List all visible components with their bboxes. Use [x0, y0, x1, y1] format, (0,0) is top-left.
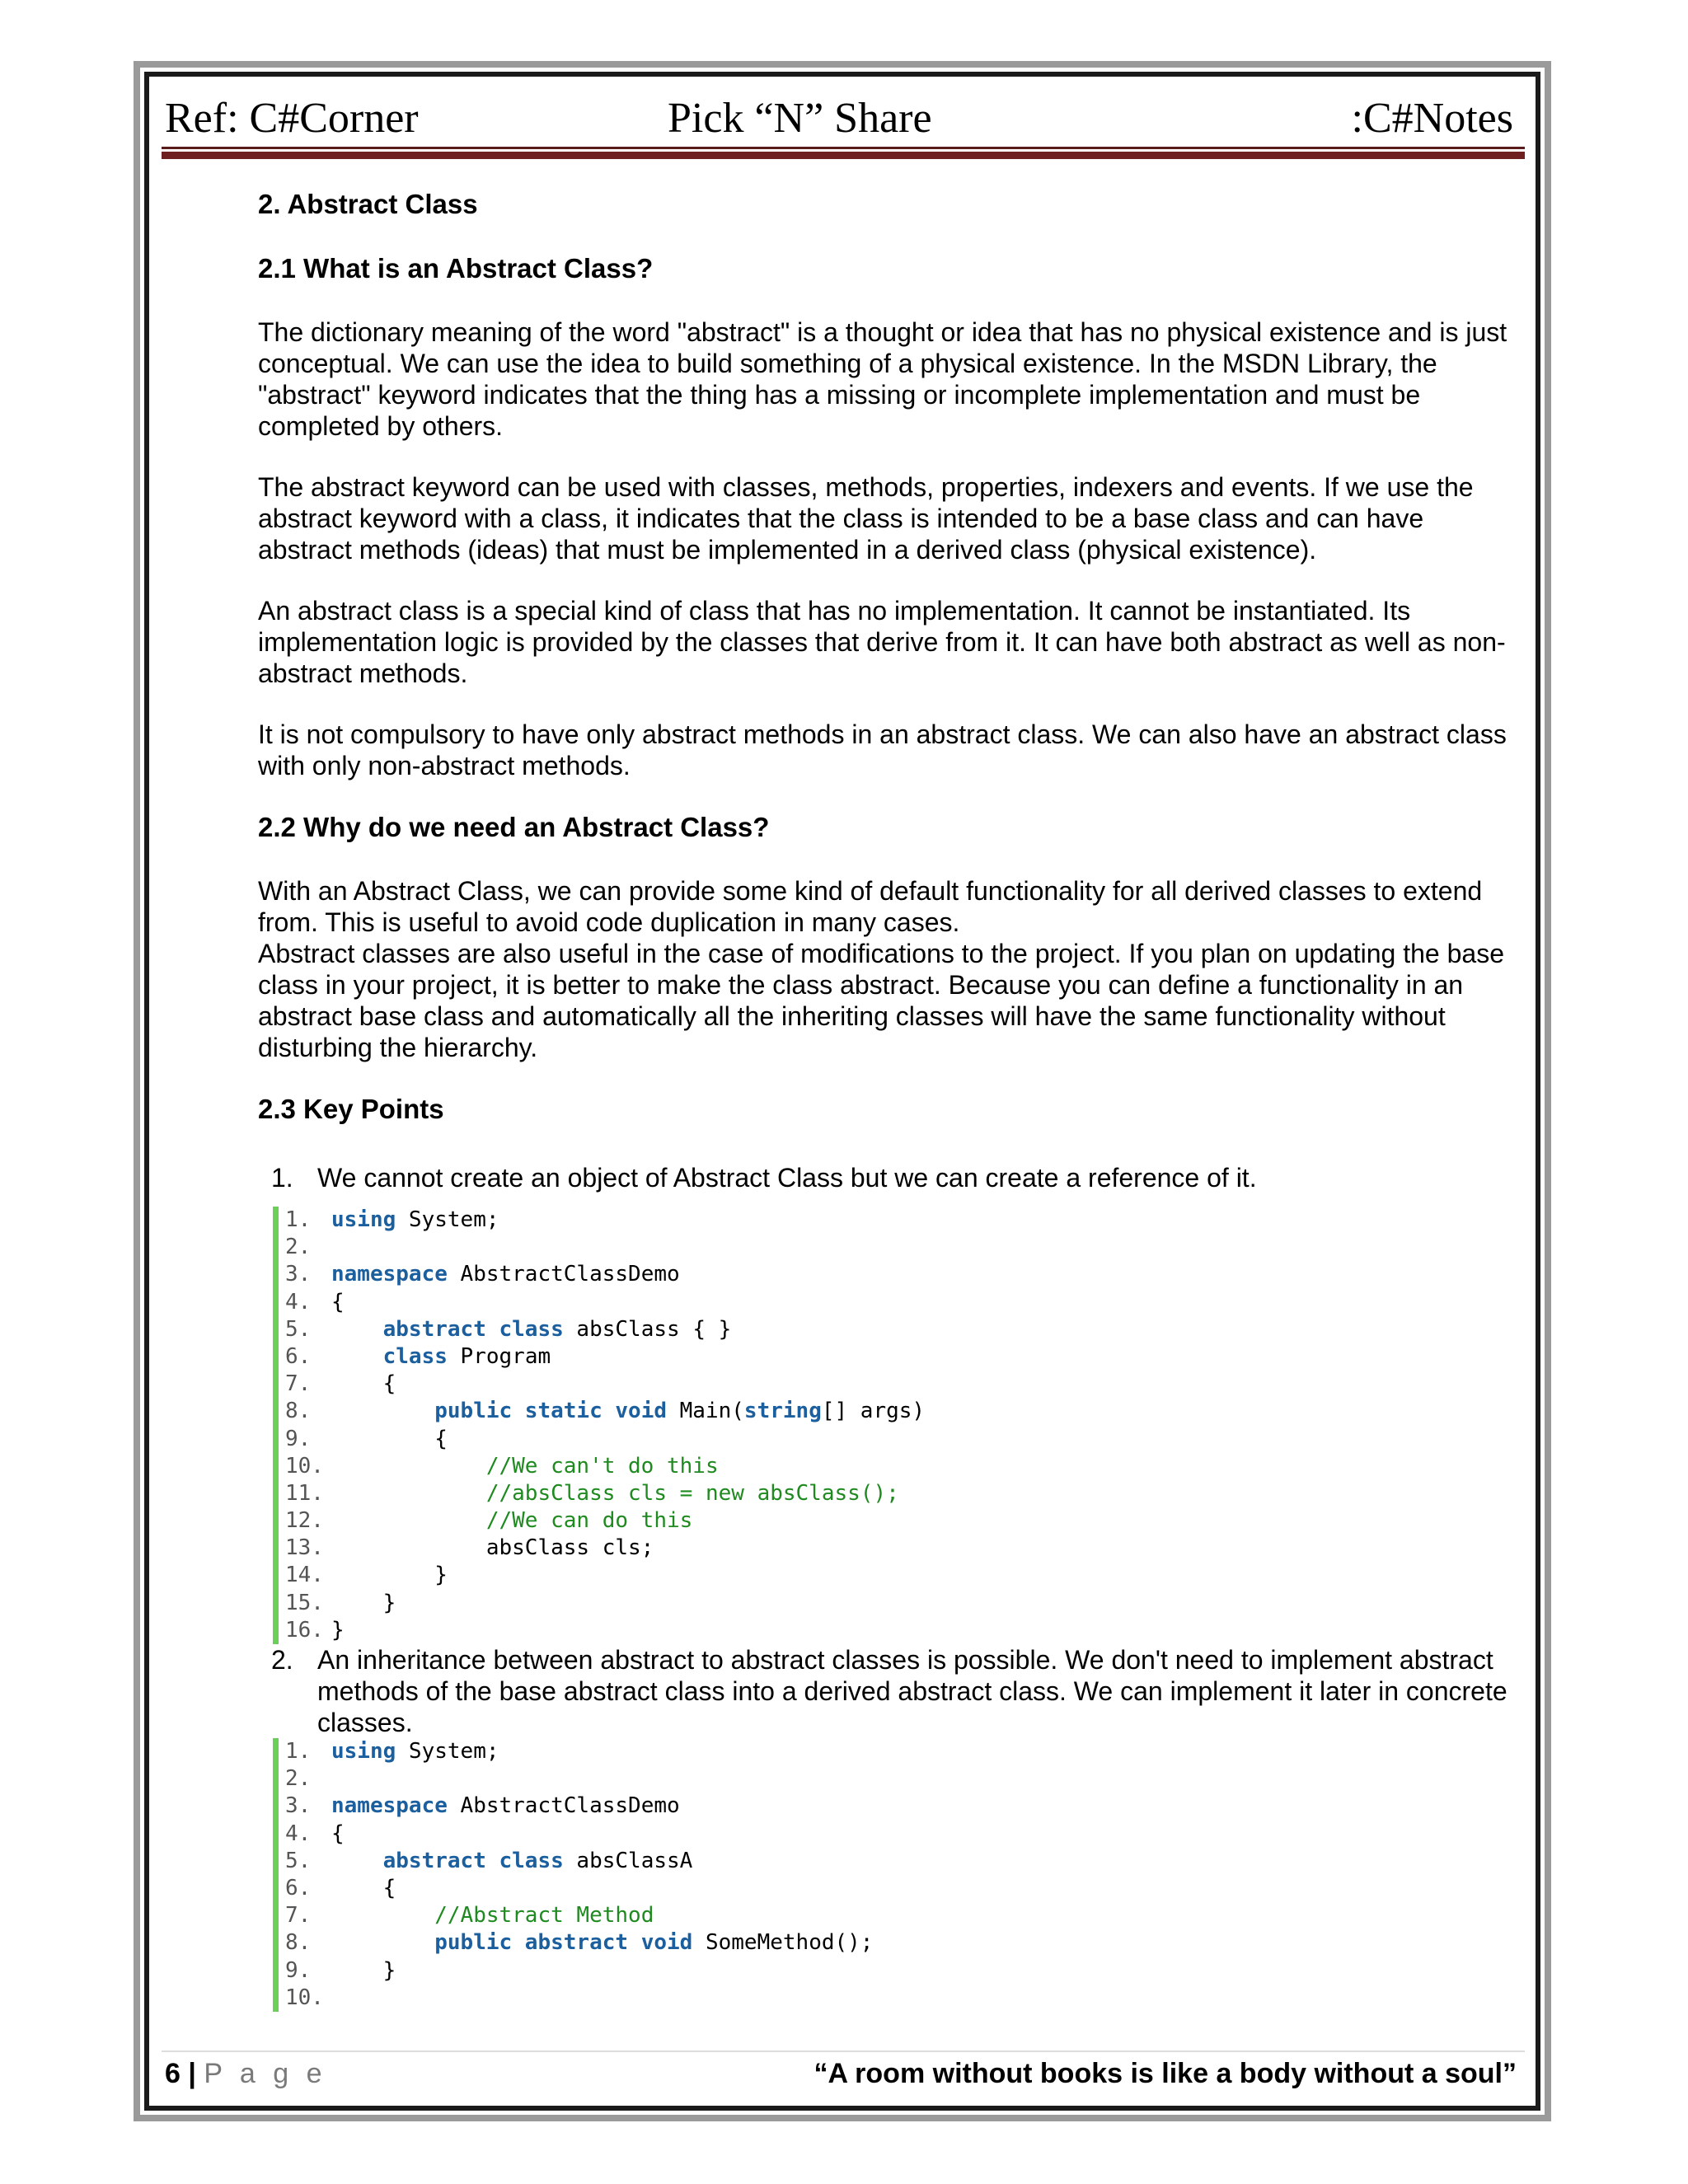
code-text: [331, 1454, 486, 1479]
code-block-1: [273, 1207, 961, 1644]
line-number: 1.: [285, 1207, 312, 1232]
code-line: [285, 1929, 961, 1957]
subsection-title-2-3: 2.3 Key Points: [258, 1094, 444, 1124]
line-number: 8.: [285, 1399, 312, 1424]
code-keyword: using: [331, 1739, 396, 1764]
page-content: [258, 188, 1511, 2012]
code-text: Program: [447, 1343, 551, 1369]
code-keyword: public abstract void: [434, 1930, 693, 1956]
line-number: 4.: [285, 1821, 312, 1846]
code-text: [331, 1344, 383, 1369]
footer-rule: [162, 2050, 1525, 2052]
code-line: [285, 1848, 961, 1875]
code-keyword: namespace: [331, 1793, 448, 1819]
code-line: [285, 1875, 961, 1902]
paragraph: The abstract keyword can be used with classes, methods, properties, indexers and events. If we use the abstract keyword with a class, it indicates that the class is intended to be a base class and can have abstract methods (ideas) that must be implemented in a derived class (physical existence).: [258, 472, 1474, 565]
code-line: [285, 1234, 961, 1261]
code-keyword: namespace: [331, 1262, 448, 1287]
code-text: }: [331, 1957, 396, 1983]
key-point-number: 1.: [271, 1163, 293, 1193]
line-number: 12.: [285, 1508, 324, 1534]
key-point-item: [258, 1644, 1511, 1738]
code-text: {: [331, 1821, 345, 1846]
paragraph: It is not compulsory to have only abstract methods in an abstract class. We can also have an abstract class with only non-abstract methods.: [258, 719, 1507, 780]
key-point-item: [258, 1162, 1511, 1193]
section-title: 2. Abstract Class: [258, 189, 478, 219]
code-text: {: [331, 1426, 448, 1451]
code-text: absClassA: [563, 1848, 693, 1873]
code-line: [285, 1957, 961, 1985]
code-text: {: [331, 1875, 396, 1900]
code-comment: //Abstract Method: [434, 1903, 654, 1929]
code-line: [285, 1507, 961, 1535]
paragraph: With an Abstract Class, we can provide some kind of default functionality for all derived classes to extend from. This is useful to avoid code duplication in many cases.: [258, 876, 1483, 937]
footer-quote: “A room without books is like a body without a soul”: [814, 2058, 1517, 2089]
line-number: 11.: [285, 1480, 324, 1506]
code-line: [285, 1371, 961, 1398]
code-keyword: using: [331, 1207, 396, 1232]
key-point-text: We cannot create an object of Abstract Class but we can create a reference of it.: [317, 1163, 1257, 1193]
line-number: 4.: [285, 1289, 312, 1315]
code-block-2: [273, 1738, 961, 2012]
code-line: [285, 1480, 961, 1507]
line-number: 10.: [285, 1453, 324, 1479]
line-number: 10.: [285, 1985, 324, 2010]
line-number: 8.: [285, 1930, 312, 1956]
line-number: 2.: [285, 1235, 312, 1260]
code-text: [331, 1930, 434, 1955]
code-text: [331, 1508, 486, 1533]
code-keyword: abstract class: [382, 1848, 564, 1873]
code-text: }: [331, 1590, 396, 1615]
code-line: [285, 1590, 961, 1617]
line-number: 5.: [285, 1848, 312, 1873]
header-ref: Ref: C#Corner: [165, 95, 419, 142]
line-number: 6.: [285, 1875, 312, 1900]
code-text: absClass cls;: [331, 1535, 654, 1561]
line-number: 15.: [285, 1590, 324, 1615]
code-text: [331, 1849, 383, 1873]
code-line: [285, 1289, 961, 1316]
code-text: {: [331, 1371, 396, 1397]
code-line: [285, 1343, 961, 1371]
line-number: 13.: [285, 1535, 324, 1561]
code-line: [285, 1765, 961, 1793]
code-text: System;: [396, 1207, 499, 1232]
code-keyword: public static void: [434, 1399, 667, 1424]
footer-page: [165, 2055, 326, 2092]
header-notes: :C#Notes: [1351, 95, 1513, 142]
code-line: [285, 1985, 961, 2012]
line-number: 7.: [285, 1903, 312, 1929]
code-line: [285, 1738, 961, 1765]
key-point-text: An inheritance between abstract to abstract classes is possible. We don't need to implement abstract methods of the base abstract class into a derived abstract class. We can implement it later in concrete classes.: [317, 1645, 1507, 1737]
code-keyword: class: [382, 1343, 448, 1369]
code-text: [] args): [821, 1399, 926, 1424]
code-text: }: [331, 1617, 345, 1643]
code-line: [285, 1562, 961, 1589]
header-rule-thick: [162, 152, 1525, 159]
page-label: P a g e: [204, 2058, 327, 2089]
paragraph: Abstract classes are also useful in the case of modifications to the project. If you plan on updating the base class in your project, it is better to make the class abstract. Because you can define a functionality in an abstract base class and automatically all the inheriting classes will have the same functionality without disturbing the hierarchy.: [258, 939, 1504, 1062]
code-text: AbstractClassDemo: [447, 1262, 680, 1287]
code-comment: //We can't do this: [485, 1453, 719, 1479]
code-keyword: string: [743, 1399, 822, 1424]
code-text: [331, 1481, 486, 1506]
code-line: [285, 1617, 961, 1644]
paragraph: An abstract class is a special kind of class that has no implementation. It cannot be instantiated. Its implementation logic is provided by the classes that derive from it. It can have both abstract as well as non-abstract methods.: [258, 596, 1506, 688]
paragraph: The dictionary meaning of the word "abstract" is a thought or idea that has no physical existence and is just conceptual. We can use the idea to build something of a physical existence. In the MSDN Library, the "abstract" keyword indicates that the thing has a missing or incomplete implementation and must be completed by others.: [258, 317, 1507, 441]
header-rule-thin: [162, 147, 1525, 149]
code-text: AbstractClassDemo: [447, 1793, 680, 1819]
code-text: SomeMethod();: [692, 1930, 874, 1956]
line-number: 3.: [285, 1262, 312, 1287]
code-line: [285, 1398, 961, 1425]
subsection-title-2-2: 2.2 Why do we need an Abstract Class?: [258, 812, 770, 842]
code-text: absClass { }: [563, 1316, 732, 1342]
code-text: [331, 1317, 383, 1342]
line-number: 3.: [285, 1793, 312, 1819]
header-title: Pick “N” Share: [668, 95, 932, 142]
code-line: [285, 1261, 961, 1288]
key-point-number: 2.: [271, 1645, 293, 1675]
code-text: Main(: [667, 1399, 744, 1424]
line-number: 16.: [285, 1617, 324, 1643]
code-line: [285, 1453, 961, 1480]
line-number: 14.: [285, 1563, 324, 1588]
line-number: 1.: [285, 1739, 312, 1764]
line-number: 2.: [285, 1766, 312, 1792]
code-text: }: [331, 1563, 448, 1588]
code-text: [331, 1903, 434, 1928]
code-line: [285, 1793, 961, 1820]
line-number: 9.: [285, 1426, 312, 1451]
code-keyword: abstract class: [382, 1316, 564, 1342]
code-comment: //absClass cls = new absClass();: [485, 1480, 899, 1506]
code-line: [285, 1902, 961, 1929]
code-text: System;: [396, 1739, 499, 1764]
code-line: [285, 1821, 961, 1848]
subsection-title-2-1: 2.1 What is an Abstract Class?: [258, 253, 654, 284]
line-number: 5.: [285, 1316, 312, 1342]
code-line: [285, 1316, 961, 1343]
code-line: [285, 1535, 961, 1562]
code-text: [331, 1399, 434, 1423]
code-line: [285, 1426, 961, 1453]
page-separator: |: [188, 2058, 196, 2089]
code-text: {: [331, 1289, 345, 1315]
code-line: [285, 1207, 961, 1234]
line-number: 6.: [285, 1343, 312, 1369]
line-number: 9.: [285, 1957, 312, 1983]
line-number: 7.: [285, 1371, 312, 1397]
code-comment: //We can do this: [485, 1508, 693, 1534]
page-number: 6: [165, 2058, 181, 2089]
